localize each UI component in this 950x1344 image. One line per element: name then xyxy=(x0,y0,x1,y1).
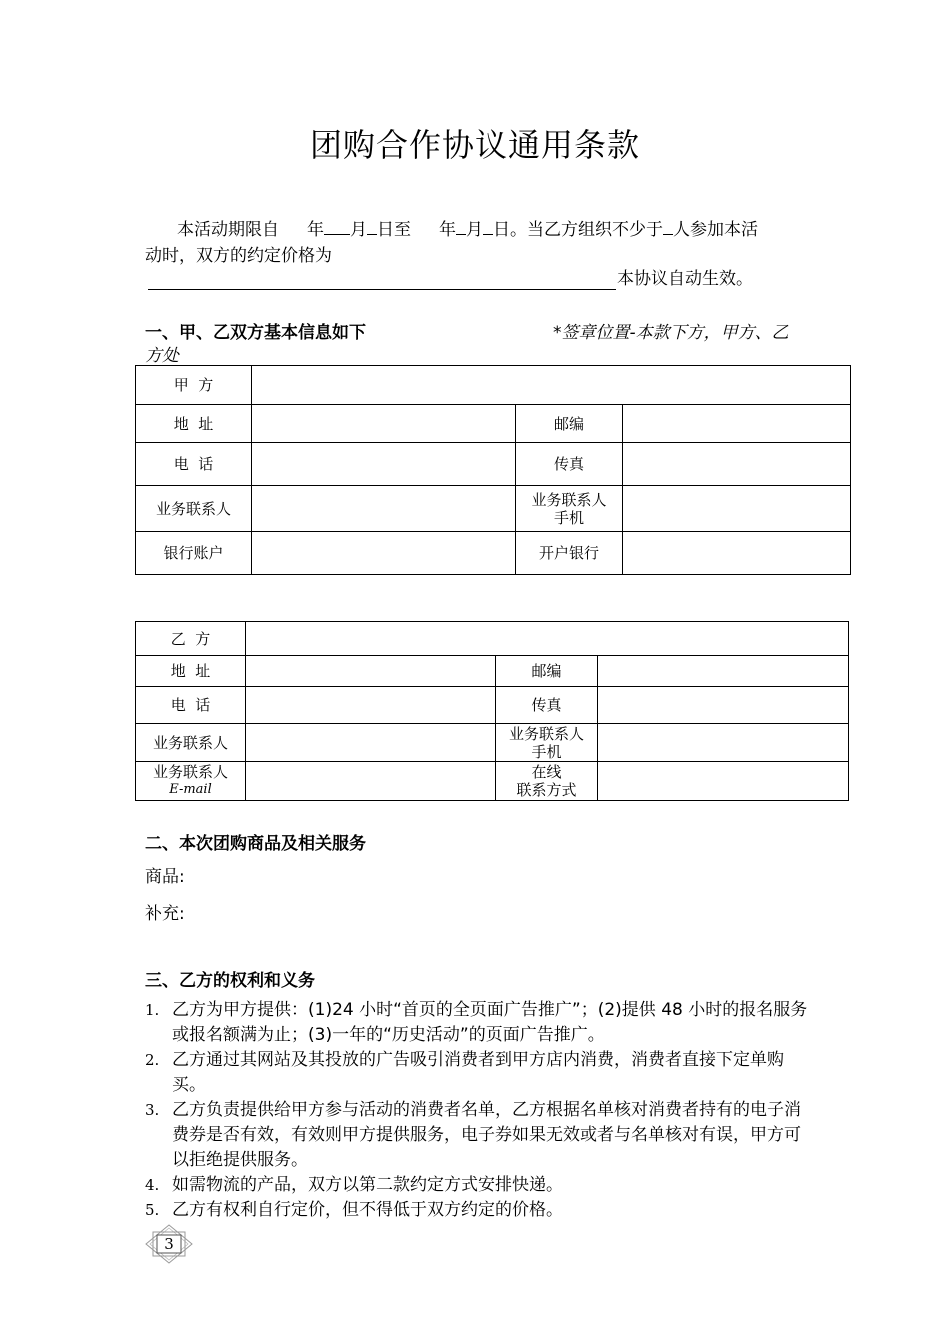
party-a-mobile-label-1: 业务联系人 xyxy=(531,490,607,509)
intro-line-3: 本协议自动生效。 xyxy=(617,269,753,289)
party-b-address-label: 地 址 xyxy=(136,656,246,687)
party-a-postcode-field[interactable] xyxy=(623,405,851,443)
party-a-bank-account-field[interactable] xyxy=(252,532,516,575)
party-b-mobile-label-1: 业务联系人 xyxy=(508,724,584,743)
rights-list xyxy=(145,998,810,1223)
party-b-address-field[interactable] xyxy=(246,656,496,687)
party-a-contact-field[interactable] xyxy=(252,486,516,532)
party-a-bank-label: 开户银行 xyxy=(516,532,623,575)
signature-note-cont: 方处 xyxy=(145,346,179,366)
party-b-contact-label: 业务联系人 xyxy=(136,724,246,762)
party-b-phone-label: 电 话 xyxy=(136,687,246,724)
day-blank-2 xyxy=(483,216,493,235)
list-item xyxy=(145,1173,810,1198)
party-b-fax-field[interactable] xyxy=(598,687,849,724)
party-b-email-label-2: E-mail xyxy=(169,782,212,797)
party-b-online-label-1: 在线 xyxy=(531,763,562,781)
party-a-phone-field[interactable] xyxy=(252,443,516,486)
party-a-phone-label: 电 话 xyxy=(136,443,252,486)
party-b-mobile-label xyxy=(496,724,598,762)
party-a-fax-field[interactable] xyxy=(623,443,851,486)
party-b-phone-field[interactable] xyxy=(246,687,496,724)
party-a-address-label: 地 址 xyxy=(136,405,252,443)
item-text: 乙方有权利自行定价，但不得低于双方约定的价格。 xyxy=(172,1200,563,1220)
party-b-table xyxy=(135,621,849,801)
party-a-name-label: 甲 方 xyxy=(136,366,252,405)
supplement-label: 补充: xyxy=(145,904,185,924)
page-number-badge xyxy=(145,1224,193,1264)
item-number: 4. xyxy=(145,1176,160,1194)
item-number: 5. xyxy=(145,1201,160,1219)
party-a-fax-label: 传真 xyxy=(516,443,623,486)
party-b-mobile-field[interactable] xyxy=(598,724,849,762)
intro-line-1 xyxy=(177,216,817,244)
day-blank-1 xyxy=(367,216,377,235)
intro-day-2: 日。当乙方组织不少于 xyxy=(493,220,663,240)
party-b-postcode-field[interactable] xyxy=(598,656,849,687)
party-b-name-label: 乙 方 xyxy=(136,622,246,656)
party-b-name-field[interactable] xyxy=(246,622,849,656)
item-text: 如需物流的产品，双方以第二款约定方式安排快递。 xyxy=(172,1175,563,1195)
item-text: 乙方为甲方提供：(1)24 小时“首页的全页面广告推广”；(2)提供 48 小时的报名服务或报名额满为止；(3)一年的“历史活动”的页面广告推广。 xyxy=(172,1000,808,1045)
intro-year-1: 年 xyxy=(307,220,324,240)
party-b-mobile-label-2: 手机 xyxy=(531,742,562,761)
party-a-contact-label: 业务联系人 xyxy=(136,486,252,532)
intro-day-1: 日至 xyxy=(377,220,411,240)
intro-text-start: 本活动期限自 xyxy=(177,220,279,240)
item-text: 乙方通过其网站及其投放的广告吸引消费者到甲方店内消费，消费者直接下定单购买。 xyxy=(172,1050,784,1095)
party-a-table xyxy=(135,365,851,575)
section-3-heading: 三、乙方的权利和义务 xyxy=(145,971,315,991)
party-b-online-label-2: 联系方式 xyxy=(516,781,577,799)
list-item xyxy=(145,1198,810,1223)
month-blank-1 xyxy=(324,216,350,235)
intro-month-2: 月 xyxy=(466,220,483,240)
party-b-email-field[interactable] xyxy=(246,762,496,801)
party-a-name-field[interactable] xyxy=(252,366,851,405)
item-number: 1. xyxy=(145,1001,160,1019)
party-b-contact-field[interactable] xyxy=(246,724,496,762)
signature-note: *签章位置-本款下方，甲方、乙 xyxy=(553,323,789,343)
party-b-email-label-1: 业务联系人 xyxy=(152,763,228,781)
goods-label: 商品: xyxy=(145,867,185,887)
item-number: 2. xyxy=(145,1051,160,1069)
party-a-mobile-label xyxy=(516,486,623,532)
intro-line-2: 动时，双方的约定价格为 xyxy=(145,246,332,266)
party-a-mobile-label-2: 手机 xyxy=(553,508,584,527)
item-number: 3. xyxy=(145,1101,160,1119)
month-blank-2 xyxy=(456,216,466,235)
party-a-postcode-label: 邮编 xyxy=(516,405,623,443)
party-a-bank-field[interactable] xyxy=(623,532,851,575)
intro-text-end: 人参加本活 xyxy=(673,220,758,240)
section-1-heading: 一、甲、乙双方基本信息如下 xyxy=(145,323,366,343)
page-number: 3 xyxy=(164,1235,174,1253)
party-b-postcode-label: 邮编 xyxy=(496,656,598,687)
party-b-email-label xyxy=(136,762,246,801)
party-a-bank-account-label: 银行账户 xyxy=(136,532,252,575)
list-item xyxy=(145,1048,810,1098)
price-blank-line xyxy=(148,289,616,290)
party-a-address-field[interactable] xyxy=(252,405,516,443)
item-text: 乙方负责提供给甲方参与活动的消费者名单，乙方根据名单核对消费者持有的电子消费券是否有效，有效则甲方提供服务，电子券如果无效或者与名单核对有误，甲方可以拒绝提供服务。 xyxy=(172,1100,801,1170)
intro-year-2: 年 xyxy=(439,220,456,240)
list-item xyxy=(145,998,810,1048)
party-b-fax-label: 传真 xyxy=(496,687,598,724)
document-title: 团购合作协议通用条款 xyxy=(309,126,640,164)
intro-month-1: 月 xyxy=(350,220,367,240)
people-blank xyxy=(663,216,673,235)
list-item xyxy=(145,1098,810,1173)
party-a-mobile-field[interactable] xyxy=(623,486,851,532)
party-b-online-field[interactable] xyxy=(598,762,849,801)
party-b-online-label xyxy=(496,762,598,801)
section-2-heading: 二、本次团购商品及相关服务 xyxy=(145,834,366,854)
